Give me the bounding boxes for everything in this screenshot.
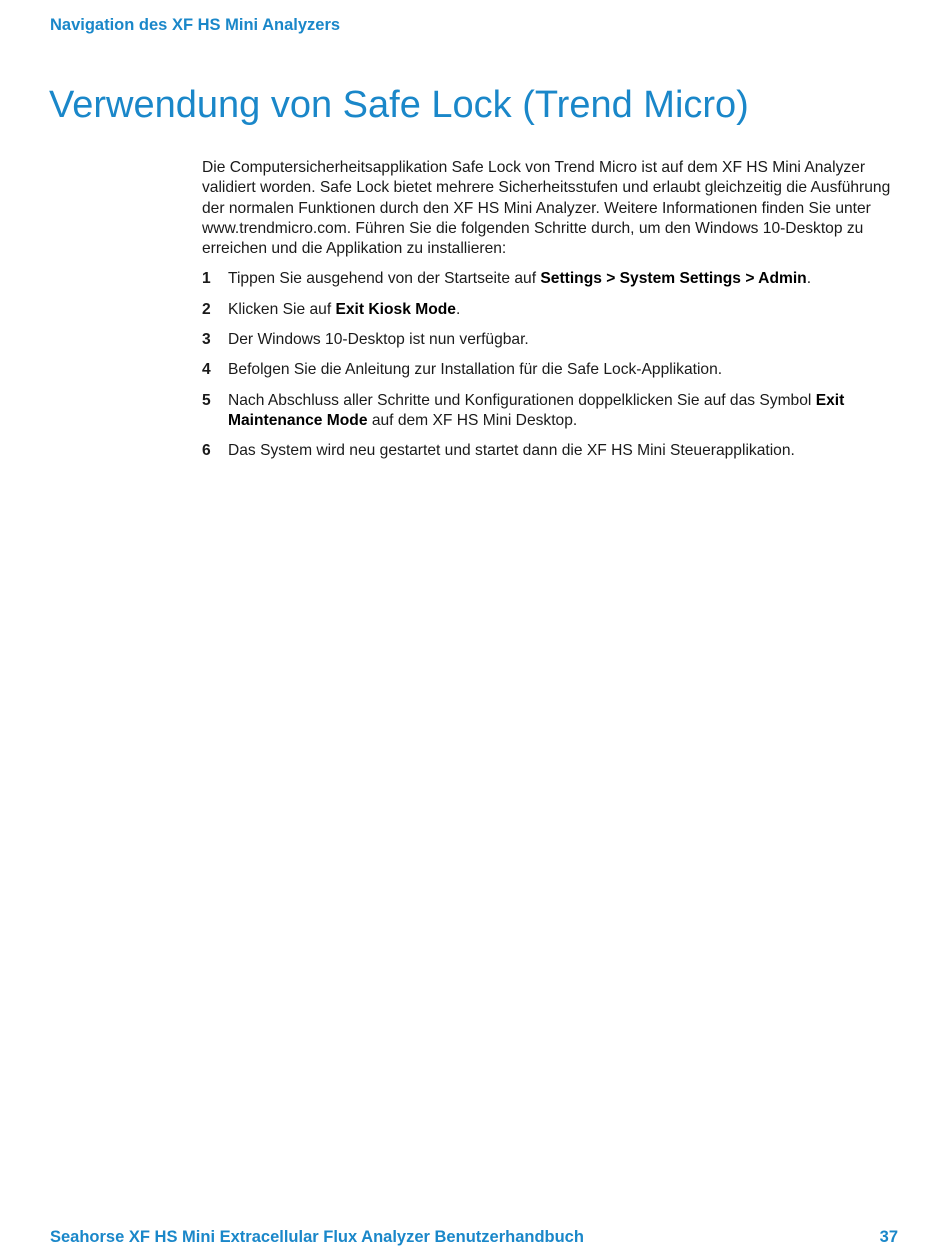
step-emphasis: Exit Maintenance Mode: [228, 391, 845, 429]
step-emphasis: Exit Kiosk Mode: [335, 300, 456, 318]
step-number: 1: [202, 270, 211, 288]
page-number: 37: [879, 1228, 898, 1246]
step-number: 6: [202, 442, 211, 460]
steps-list: [202, 269, 892, 461]
step-number: 4: [202, 361, 211, 379]
step-text: Tippen Sie ausgehend von der Startseite auf: [228, 270, 541, 288]
step-text: Klicken Sie auf: [228, 300, 336, 318]
main-content: [202, 158, 892, 472]
step-number: 3: [202, 331, 211, 349]
intro-paragraph: Die Computersicherheitsapplikation Safe Lock von Trend Micro ist auf dem XF HS Mini Analyzer validiert worden. Safe Lock bietet mehrere Sicherheitsstufen und erlaubt gleichzeitig die Ausführung der normalen Funktionen durch den XF HS Mini Analyzer. Weitere Informationen finden Sie unter www.trendmicro.com. Führen Sie die folgenden Schritte durch, um den Windows 10-Desktop zu erreichen und die Applikation zu installieren:: [202, 159, 891, 258]
step-emphasis: Settings > System Settings > Admin: [540, 270, 807, 288]
running-footer: Seahorse XF HS Mini Extracellular Flux Analyzer Benutzerhandbuch: [50, 1228, 584, 1246]
step-item: [202, 360, 892, 380]
page-title: Verwendung von Safe Lock (Trend Micro): [49, 84, 749, 126]
step-text: Befolgen Sie die Anleitung zur Installation für die Safe Lock-Applikation.: [228, 361, 723, 379]
step-number: 2: [202, 300, 211, 318]
step-number: 5: [202, 391, 211, 409]
step-text-end: .: [455, 300, 461, 318]
step-text-end: auf dem XF HS Mini Desktop.: [367, 411, 578, 429]
step-text-end: .: [806, 270, 812, 288]
step-text: Der Windows 10-Desktop ist nun verfügbar.: [228, 331, 529, 349]
step-item: [202, 391, 892, 432]
step-item: [202, 330, 892, 350]
step-text: Das System wird neu gestartet und startet dann die XF HS Mini Steuerapplikation.: [228, 442, 795, 460]
step-item: [202, 269, 892, 289]
step-text: Nach Abschluss aller Schritte und Konfigurationen doppelklicken Sie auf das Symbol: [228, 391, 816, 409]
step-item: [202, 441, 892, 461]
running-header: Navigation des XF HS Mini Analyzers: [50, 16, 341, 34]
step-item: [202, 300, 892, 320]
